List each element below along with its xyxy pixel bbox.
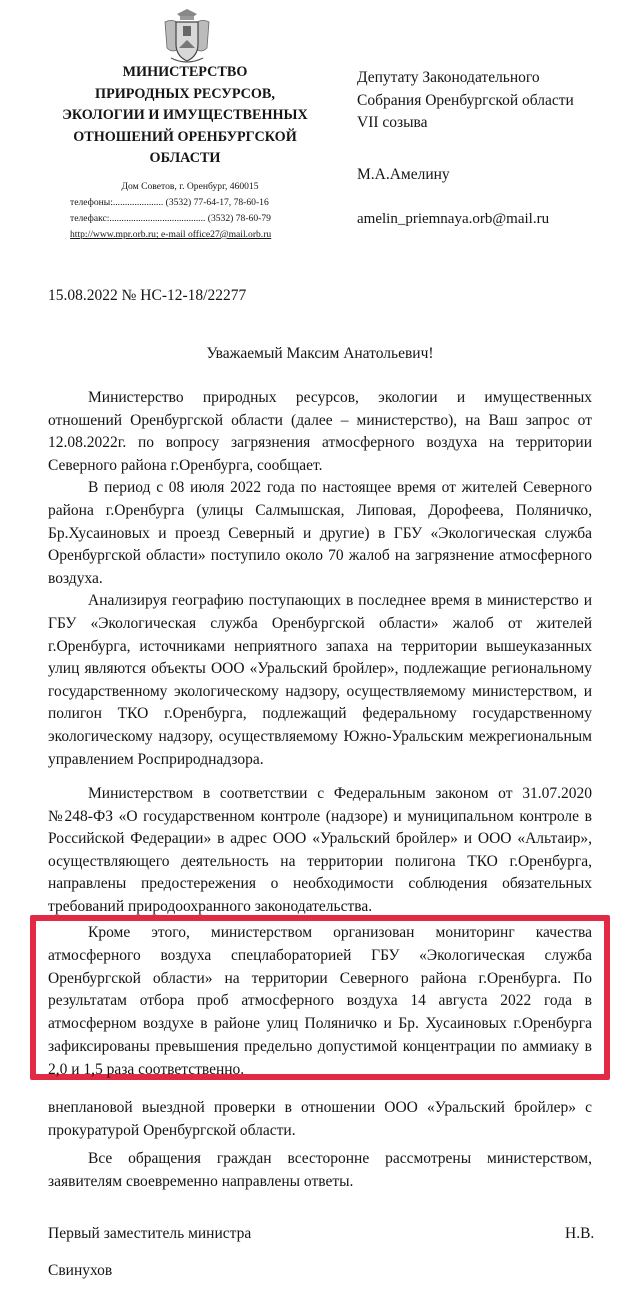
highlight-text: Кроме этого, министерством организован мониторинг качества атмосферного воздуха спецлабораторией ГБУ «Экологическая служба Оренбургской области» на территории Северного района г.Оренбурга. По результатам отбора проб атмосферного воздуха 14 августа 2022 года в атмосферном воздухе в районе улиц Поляничко и Бр. Хусаиновых г.Оренбурга зафиксированы превышения предельно допустимой концентрации по аммиаку в 2,0 и 1,5 раза соответственно. xyxy=(48,924,592,1078)
recipient-name: М.А.Амелину xyxy=(357,165,450,183)
ministry-name-line: ОТНОШЕНИЙ ОРЕНБУРГСКОЙ xyxy=(73,128,297,145)
body-paragraph: Министерство природных ресурсов, экологии и имущественных отношений Оренбургской области (далее – министерство), на Ваш запрос от 12.08.2022г. по вопросу загрязнения атмосферного воздуха на территории Северного района г.Оренбурга, сообщает. xyxy=(48,389,592,474)
highlighted-paragraph xyxy=(48,922,592,1082)
body-paragraph: внеплановой выездной проверки в отношении ООО «Уральский бройлер» с прокуратурой Оренбургской области. xyxy=(48,1099,592,1139)
ministry-address: Дом Советов, г. Оренбург, 460015 xyxy=(121,181,259,192)
recipient-line: VII созыва xyxy=(357,114,428,131)
body-paragraph: Все обращения граждан всесторонне рассмотрены министерством, заявителям своевременно направлены ответы. xyxy=(48,1150,592,1190)
ministry-web-email[interactable]: http://www.mpr.orb.ru; e-mail office27@mail.orb.ru xyxy=(70,229,272,240)
greeting: Уважаемый Максим Анатольевич! xyxy=(206,345,434,362)
body-paragraph: Анализируя географию поступающих в последнее время в министерство и ГБУ «Экологическая служба Оренбургской области» жалоб от жителей г.Оренбурга, источниками неприятного запаха на территории вышеуказанных улиц являются объекты ООО «Уральский бройлер», подлежащие региональному государственному экологическому надзору, осуществляемому министерством, и полигон ТКО г.Оренбурга, подлежащий федеральному государственному экологическому надзору, осуществляемому Южно-Уральским межрегиональным управлением Росприроднадзора. xyxy=(48,592,592,768)
letter-reference: 15.08.2022 № НС-12-18/22277 xyxy=(48,287,247,304)
ministry-contacts xyxy=(70,179,310,243)
signatory-initials: Н.В. xyxy=(565,1225,595,1242)
coat-of-arms-emblem xyxy=(163,8,211,64)
ministry-phones: телефоны:..................... (3532) 77-64-17, 78-60-16 xyxy=(70,197,269,208)
signatory-role: Первый заместитель министра xyxy=(48,1225,252,1242)
ministry-name-line: ОБЛАСТИ xyxy=(149,150,221,166)
signatory-surname: Свинухов xyxy=(48,1262,113,1279)
body-paragraph: Министерством в соответствии с Федеральным законом от 31.07.2020 №248-ФЗ «О государственном контроле (надзоре) и муниципальном контроле в Российской Федерации» в адрес ООО «Уральский бройлер» и ООО «Альтаир», осуществляющего деятельность на территории полигона ТКО г.Оренбурга, направлены предостережения о необходимости соблюдения обязательных требований природоохранного законодательства. xyxy=(48,785,592,916)
ministry-name-line: ПРИРОДНЫХ РЕСУРСОВ, xyxy=(95,85,275,102)
recipient-email[interactable]: amelin_priemnaya.orb@mail.ru xyxy=(357,211,550,227)
recipient-line: Депутату Законодательного xyxy=(357,69,540,86)
letter-body xyxy=(48,387,592,919)
ministry-name-line: МИНИСТЕРСТВО xyxy=(122,64,248,80)
ministry-fax: телефакс:........................................ (3532) 78-60-79 xyxy=(70,213,271,224)
recipient-line: Собрания Оренбургской области xyxy=(357,91,574,109)
recipient-block xyxy=(357,67,627,231)
ministry-name-line: ЭКОЛОГИИ И ИМУЩЕСТВЕННЫХ xyxy=(62,107,308,123)
ministry-name xyxy=(40,62,330,170)
body-paragraph: В период с 08 июля 2022 года по настоящее время от жителей Северного района г.Оренбурга (улицы Салмышская, Липовая, Дорофеева, Поляничко, Бр.Хусаиновых и проезд Северный и другие) в ГБУ «Экологическая служба Оренбургской области» поступило около 70 жалоб на загрязнение атмосферного воздуха. xyxy=(48,479,592,587)
letter-tail xyxy=(48,1097,592,1193)
